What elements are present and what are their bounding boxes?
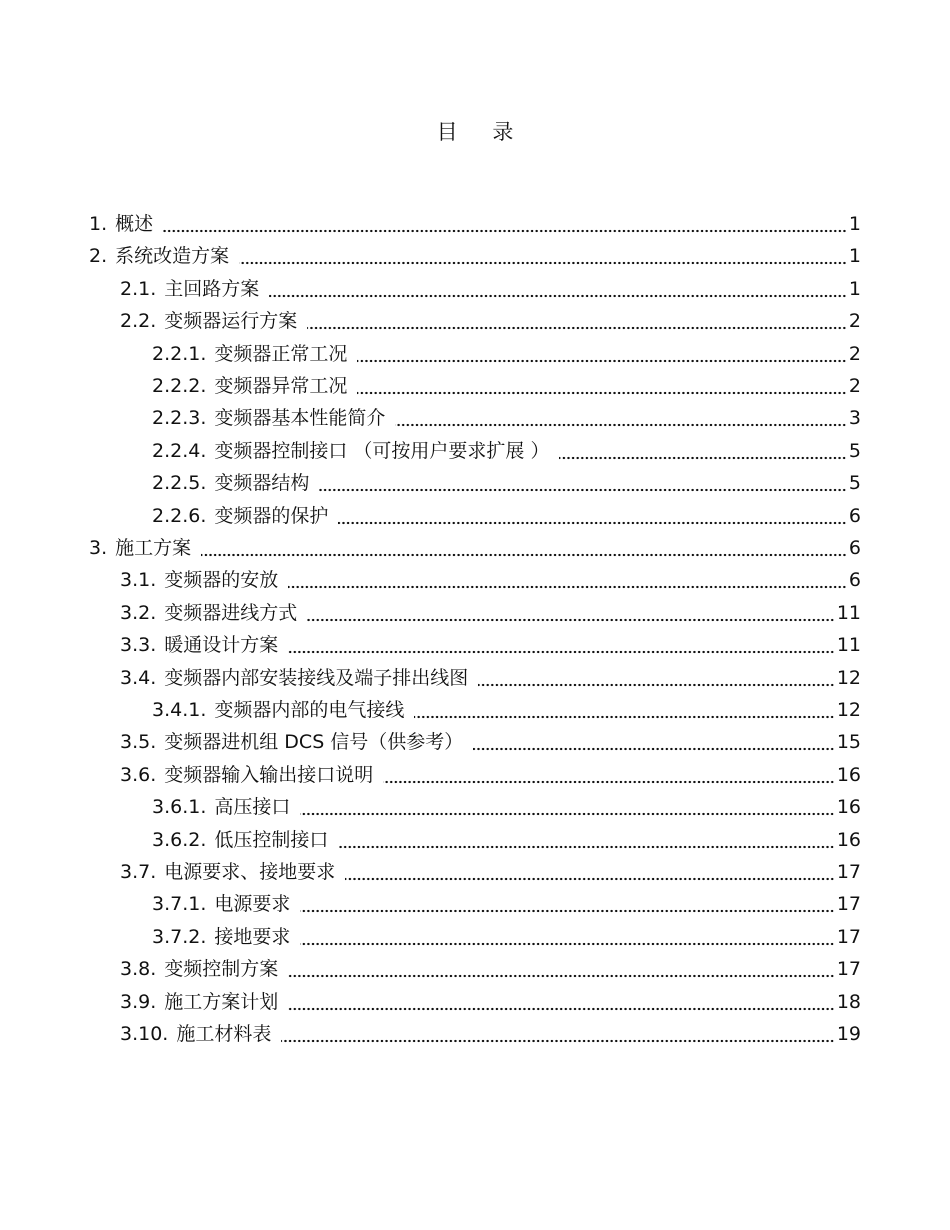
toc-leader-dots bbox=[357, 338, 847, 370]
toc-leader-dots bbox=[288, 953, 835, 985]
toc-leader-dots bbox=[239, 240, 847, 272]
page-title: 目 录 bbox=[436, 120, 528, 144]
toc-entry[interactable] bbox=[152, 467, 861, 499]
toc-entry[interactable] bbox=[152, 888, 861, 920]
toc-entry-page-number: 12 bbox=[836, 667, 861, 689]
toc-leader-dots bbox=[345, 856, 835, 888]
toc-leader-dots bbox=[300, 791, 834, 823]
toc-entry[interactable] bbox=[152, 338, 861, 370]
toc-entry[interactable] bbox=[152, 694, 861, 726]
toc-entry-number: 3.3. bbox=[120, 634, 157, 656]
toc-entry-number: 2.1. bbox=[120, 278, 157, 300]
toc-entry-number: 3.4. bbox=[120, 667, 157, 689]
toc-entry-title: 变频器控制接口 （可按用户要求扩展 ） bbox=[214, 440, 550, 462]
toc-entry[interactable] bbox=[120, 305, 861, 337]
toc-entry[interactable] bbox=[120, 629, 861, 661]
toc-entry-number: 3.7.2. bbox=[152, 926, 207, 948]
toc-entry-page-number: 3 bbox=[848, 407, 861, 429]
toc-leader-dots bbox=[473, 726, 835, 758]
toc-leader-dots bbox=[288, 629, 835, 661]
toc-entry-number: 3.7.1. bbox=[152, 893, 207, 915]
toc-leader-dots bbox=[357, 370, 847, 402]
toc-entry[interactable] bbox=[120, 953, 861, 985]
toc-entry-page-number: 2 bbox=[848, 343, 861, 365]
toc-entry[interactable] bbox=[152, 402, 861, 434]
toc-entry-page-number: 16 bbox=[836, 829, 861, 851]
toc-entry[interactable] bbox=[89, 240, 861, 272]
toc-entry-title: 低压控制接口 bbox=[214, 829, 329, 851]
toc-entry-title: 主回路方案 bbox=[164, 278, 260, 300]
toc-entry-title: 变频器运行方案 bbox=[164, 310, 298, 332]
toc-entry-title: 变频器进机组 DCS 信号（供参考） bbox=[164, 731, 464, 753]
table-of-contents bbox=[0, 208, 950, 1048]
toc-entry-page-number: 15 bbox=[836, 731, 861, 753]
toc-entry-title: 施工材料表 bbox=[176, 1023, 272, 1045]
toc-entry-title: 变频器内部安装接线及端子排出线图 bbox=[164, 667, 469, 689]
toc-entry-page-number: 6 bbox=[848, 505, 861, 527]
toc-entry-page-number: 17 bbox=[836, 926, 861, 948]
toc-entry[interactable] bbox=[89, 208, 861, 240]
toc-entry-title: 变频器结构 bbox=[214, 472, 310, 494]
toc-entry-number: 2.2.6. bbox=[152, 505, 207, 527]
toc-entry-title: 变频器内部的电气接线 bbox=[214, 699, 405, 721]
toc-leader-dots bbox=[288, 986, 835, 1018]
toc-entry[interactable] bbox=[152, 921, 861, 953]
toc-leader-dots bbox=[300, 921, 834, 953]
toc-entry[interactable] bbox=[120, 564, 861, 596]
toc-entry-page-number: 16 bbox=[836, 796, 861, 818]
toc-entry-title: 变频器正常工况 bbox=[214, 343, 348, 365]
toc-entry-title: 接地要求 bbox=[214, 926, 291, 948]
toc-entry-number: 2.2.4. bbox=[152, 440, 207, 462]
toc-entry-page-number: 17 bbox=[836, 958, 861, 980]
toc-entry-number: 3.6.1. bbox=[152, 796, 207, 818]
toc-entry-number: 3.5. bbox=[120, 731, 157, 753]
toc-entry-title: 电源要求、接地要求 bbox=[164, 861, 336, 883]
toc-leader-dots bbox=[319, 467, 847, 499]
toc-entry-page-number: 6 bbox=[848, 569, 861, 591]
toc-entry-number: 3.9. bbox=[120, 991, 157, 1013]
toc-entry-number: 3.7. bbox=[120, 861, 157, 883]
toc-entry-title: 高压接口 bbox=[214, 796, 291, 818]
toc-leader-dots bbox=[338, 824, 834, 856]
toc-entry-title: 系统改造方案 bbox=[115, 245, 230, 267]
toc-entry-page-number: 2 bbox=[848, 375, 861, 397]
toc-entry-title: 变频器基本性能简介 bbox=[214, 407, 386, 429]
toc-entry[interactable] bbox=[120, 759, 861, 791]
toc-entry-number: 3.6. bbox=[120, 764, 157, 786]
toc-entry-title: 施工方案 bbox=[115, 537, 192, 559]
toc-leader-dots bbox=[395, 402, 847, 434]
toc-entry-page-number: 1 bbox=[848, 213, 861, 235]
toc-leader-dots bbox=[414, 694, 834, 726]
toc-entry-number: 2.2.5. bbox=[152, 472, 207, 494]
toc-entry-title: 变频器输入输出接口说明 bbox=[164, 764, 374, 786]
toc-entry-page-number: 11 bbox=[836, 602, 861, 624]
toc-entry[interactable] bbox=[152, 435, 861, 467]
toc-entry-page-number: 16 bbox=[836, 764, 861, 786]
toc-leader-dots bbox=[383, 759, 835, 791]
toc-entry[interactable] bbox=[120, 273, 861, 305]
toc-entry-page-number: 2 bbox=[848, 310, 861, 332]
toc-entry-number: 3.4.1. bbox=[152, 699, 207, 721]
toc-entry-page-number: 17 bbox=[836, 893, 861, 915]
toc-entry[interactable] bbox=[120, 597, 861, 629]
toc-entry-number: 2.2.1. bbox=[152, 343, 207, 365]
toc-entry-page-number: 1 bbox=[848, 245, 861, 267]
toc-entry[interactable] bbox=[120, 856, 861, 888]
toc-entry[interactable] bbox=[120, 662, 861, 694]
toc-entry-title: 概述 bbox=[115, 213, 154, 235]
toc-entry[interactable] bbox=[120, 1018, 861, 1050]
toc-entry-number: 3.1. bbox=[120, 569, 157, 591]
toc-entry-title: 暖通设计方案 bbox=[164, 634, 279, 656]
toc-leader-dots bbox=[163, 208, 847, 240]
toc-entry-title: 施工方案计划 bbox=[164, 991, 279, 1013]
toc-entry-number: 2.2. bbox=[120, 310, 157, 332]
toc-leader-dots bbox=[478, 662, 835, 694]
toc-entry-title: 变频器的保护 bbox=[214, 505, 329, 527]
toc-entry-page-number: 5 bbox=[848, 472, 861, 494]
toc-entry-number: 3.2. bbox=[120, 602, 157, 624]
toc-entry-page-number: 1 bbox=[848, 278, 861, 300]
toc-entry-page-number: 5 bbox=[848, 440, 861, 462]
toc-entry-title: 变频器异常工况 bbox=[214, 375, 348, 397]
toc-entry-page-number: 11 bbox=[836, 634, 861, 656]
toc-leader-dots bbox=[201, 532, 847, 564]
toc-entry-page-number: 12 bbox=[836, 699, 861, 721]
toc-leader-dots bbox=[300, 888, 834, 920]
toc-entry[interactable] bbox=[152, 791, 861, 823]
toc-leader-dots bbox=[307, 305, 847, 337]
toc-entry-number: 2.2.3. bbox=[152, 407, 207, 429]
toc-entry-title: 电源要求 bbox=[214, 893, 291, 915]
toc-entry-page-number: 18 bbox=[836, 991, 861, 1013]
toc-entry-number: 2.2.2. bbox=[152, 375, 207, 397]
toc-entry-number: 2. bbox=[89, 245, 108, 267]
toc-entry[interactable] bbox=[120, 986, 861, 1018]
toc-entry[interactable] bbox=[152, 500, 861, 532]
toc-entry-number: 3.10. bbox=[120, 1023, 169, 1045]
toc-entry-number: 3.6.2. bbox=[152, 829, 207, 851]
toc-entry-title: 变频器进线方式 bbox=[164, 602, 298, 624]
toc-entry-number: 3.8. bbox=[120, 958, 157, 980]
toc-entry[interactable] bbox=[152, 370, 861, 402]
toc-entry-page-number: 6 bbox=[848, 537, 861, 559]
toc-leader-dots bbox=[338, 500, 847, 532]
toc-leader-dots bbox=[281, 1018, 834, 1050]
toc-leader-dots bbox=[307, 597, 835, 629]
toc-entry-page-number: 17 bbox=[836, 861, 861, 883]
toc-entry[interactable] bbox=[120, 726, 861, 758]
toc-leader-dots bbox=[269, 273, 847, 305]
toc-entry-number: 3. bbox=[89, 537, 108, 559]
toc-entry-number: 1. bbox=[89, 213, 108, 235]
toc-entry-page-number: 19 bbox=[836, 1023, 861, 1045]
toc-entry[interactable] bbox=[89, 532, 861, 564]
toc-entry-title: 变频器的安放 bbox=[164, 569, 279, 591]
toc-leader-dots bbox=[559, 435, 846, 467]
toc-entry[interactable] bbox=[152, 824, 861, 856]
toc-entry-title: 变频控制方案 bbox=[164, 958, 279, 980]
toc-leader-dots bbox=[288, 564, 847, 596]
